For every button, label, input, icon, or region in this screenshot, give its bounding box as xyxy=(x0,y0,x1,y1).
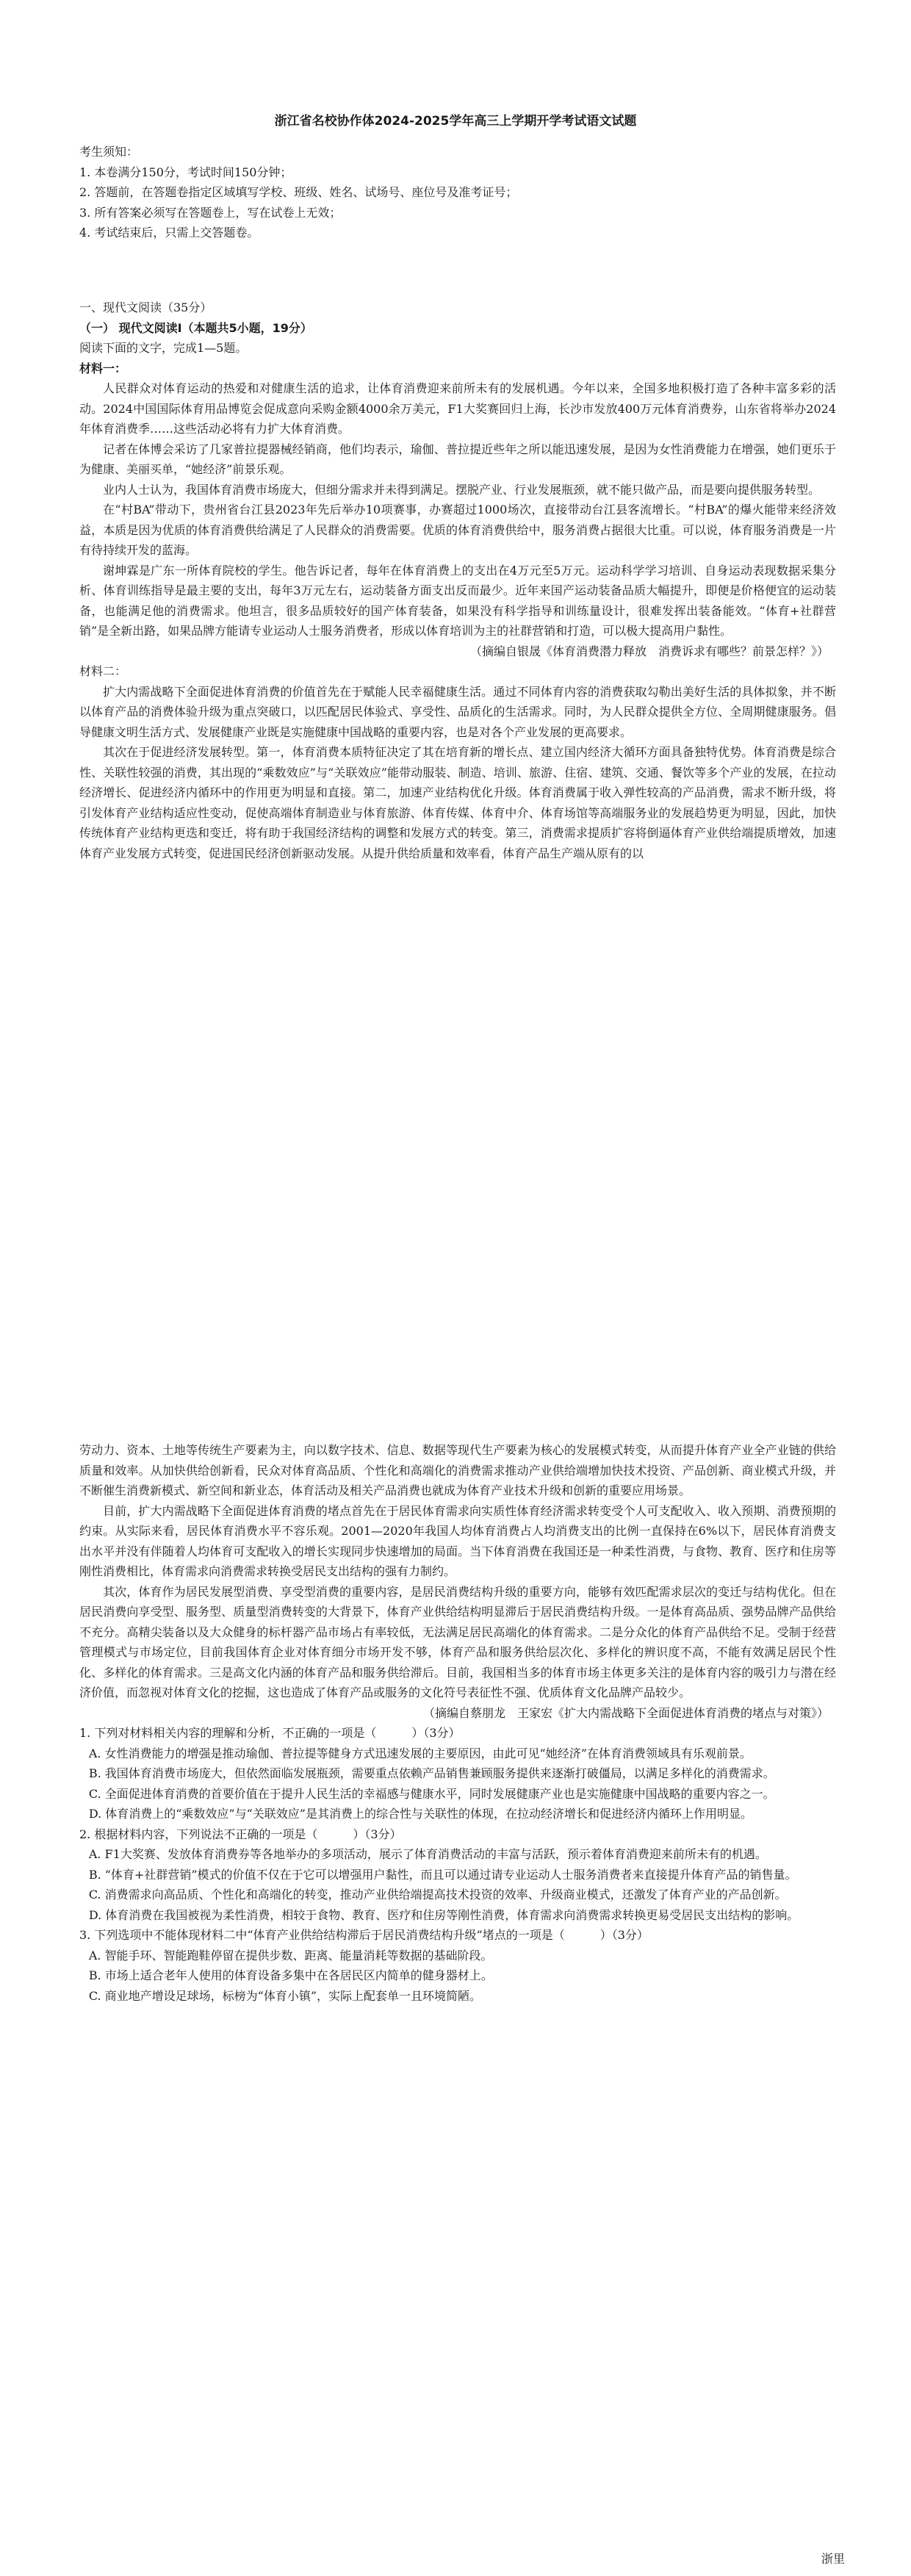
material-1-source: （摘编自银晟《体育消费潜力释放 消费诉求有哪些？前景怎样？》） xyxy=(469,644,829,658)
material-1-paragraph: 在“村BA”带动下，贵州省台江县2023年先后举办10项赛事，办赛超过1000场次，直接带动台江县客流增长。“村BA”的爆火能带来经济效益，本质是因为优质的体育消费供给满足了人民群众的消费需要。优质的体育消费供给中，服务消费占据很大比重。可以说，体育服务消费是一片有待持续开发的蓝海。 xyxy=(79,503,836,557)
question-1-option: B. 我国体育消费市场庞大，但依然面临发展瓶颈，需要重点依赖产品销售兼顾服务提供来逐渐打破僵局，以满足多样化的消费需求。 xyxy=(88,1766,775,1780)
material-1-label: 材料一： xyxy=(79,361,127,375)
material-2-paragraph: 目前，扩大内需战略下全面促进体育消费的堵点首先在于居民体育需求向实质性体育经济需求转变受个人可支配收入、收入预期、消费预期的约束。从实际来看，居民体育消费水平不容乐观。2001—2020年我国人均体育消费占人均消费支出的比例一直保持在6%以下，居民体育消费支出水平并没有伴随着人均体育可支配收入的增长实现同步快速增加的局面。当下体育消费在我国还是一种柔性消费，与食物、教育、医疗和住房等刚性消费相比，体育需求向消费需求转换受居民支出结构的强有力制约。 xyxy=(79,1503,836,1578)
question-3-stem: 3. 下列选项中不能体现材料二中“体育产业供给结构滞后于居民消费结构升级”堵点的一项是（ ）（3分） xyxy=(79,1928,649,1942)
material-2-source: （摘编自蔡朋龙 王家宏《扩大内需战略下全面促进体育消费的堵点与对策》） xyxy=(422,1705,829,1720)
subsection-heading: （一） 现代文阅读Ⅰ（本题共5小题，19分） xyxy=(79,320,312,335)
material-2-paragraph: 其次在于促进经济发展转型。第一，体育消费本质特征决定了其在培育新的增长点、建立国内经济大循环方面具备独特优势。体育消费是综合性、关联性较强的消费，其出现的“乘数效应”与“关联效应”能带动服装、制造、培训、旅游、住宿、建筑、交通、餐饮等多个产业的发展，在拉动经济增长、促进经济内循环中的作用更为明显和直接。第二，加速产业结构优化升级。体育消费属于收入弹性较高的产品消费，需求不断升级，将引发体育产业结构适应性变动，促使高端体育制造业与体育旅游、体育传媒、体育中介、体育场馆等高端服务业的发展趋势更为明显，因此，加快传统体育产业结构更迭和变迁，将有助于我国经济结构的调整和发展方式的转变。第三，消费需求提质扩容将倒逼体育产业供给端提质增效，加速体育产业发展方式转变，促进国民经济创新驱动发展。从提升供给质量和效率看，体育产品生产端从原有的以 xyxy=(79,745,836,860)
question-1-option: A. 女性消费能力的增强是推动瑜伽、普拉提等健身方式迅速发展的主要原因，由此可见“她经济”在体育消费领域具有乐观前景。 xyxy=(88,1746,752,1760)
notice-item: 2. 答题前，在答题卷指定区域填写学校、班级、姓名、试场号、座位号及准考证号； xyxy=(79,185,518,199)
question-2-stem: 2. 根据材料内容，下列说法不正确的一项是（ ）（3分） xyxy=(79,1827,402,1841)
notice-item: 1. 本卷满分150分，考试时间150分钟； xyxy=(79,165,292,179)
question-2-option: C. 消费需求向高品质、个性化和高端化的转变，推动产业供给端提高技术投资的效率、升级商业模式，还激发了体育产业的产品创新。 xyxy=(88,1888,787,1902)
material-2-paragraph: 扩大内需战略下全面促进体育消费的价值首先在于赋能人民幸福健康生活。通过不同体育内容的消费获取勾勒出美好生活的具体拟象，并不断以体育产品的消费体验升级为重点突破口，以匹配居民体验式、享受性、品质化的生活需求。同时，为人民群众提供全方位、全周期健康服务。倡导健康文明生活方式、发展健康产业既是实施健康中国战略的重要内容，也是对各个产业发展的更高要求。 xyxy=(79,684,836,739)
question-3-option: C. 商业地产增设足球场，标榜为“体育小镇”，实际上配套单一且环境简陋。 xyxy=(88,1988,482,2003)
material-1-paragraph: 人民群众对体育运动的热爱和对健康生活的追求，让体育消费迎来前所未有的发展机遇。今年以来，全国多地积极打造了各种丰富多彩的活动。2024中国国际体育用品博览会促成意向采购金额4000余万美元，F1大奖赛回归上海，长沙市发放400万元体育消费券，山东省将举办2024年体育消费季……这些活动必将有力扩大体育消费。 xyxy=(79,381,836,436)
material-2-paragraph: 劳动力、资本、土地等传统生产要素为主，向以数字技术、信息、数据等现代生产要素为核心的发展模式转变，从而提升体育产业全产业链的供给质量和效率。从加快供给创新看，民众对体育高品质、个性化和高端化的消费需求推动产业供给端增加快技术投资、产品创新、商业模式升级，并不断催生消费新模式、新空间和新业态，体育活动及相关产品消费也就成为体育产业技术升级和创新的重要应用场景。 xyxy=(79,1443,836,1497)
footer-text: 浙里 xyxy=(821,2552,845,2566)
material-1-paragraph: 记者在体博会采访了几家普拉提器械经销商，他们均表示，瑜伽、普拉提近些年之所以能迅速发展，是因为女性消费能力在增强，她们更乐于为健康、美丽买单，“她经济”前景乐观。 xyxy=(79,442,836,476)
material-1-paragraph: 谢坤霖是广东一所体育院校的学生。他告诉记者，每年在体育消费上的支出在4万元至5万元。运动科学学习培训、自身运动表现数据采集分析、体育训练指导是最主要的支出，每年3万元左右，运动装备方面支出反而最少。近年来国产运动装备品质大幅提升，即便是价格便宜的运动装备，也能满足他的消费需求。他坦言，很多品质较好的国产体育装备，如果没有科学指导和训练量设计，很难发挥出装备能效。“体育+社群营销”是全新出路，如果品牌方能请专业运动人士服务消费者，形成以体育培训为主的社群营销和打造，可以极大提高用户黏性。 xyxy=(79,563,836,638)
material-2-paragraph: 其次，体育作为居民发展型消费、享受型消费的重要内容，是居民消费结构升级的重要方向，能够有效匹配需求层次的变迁与结构优化。但在居民消费向享受型、服务型、质量型消费转变的大背景下，体育产业供给结构明显滞后于居民消费结构升级。一是体育高品质、强势品牌产品供给不充分。高精尖装备以及大众健身的标杆器产品市场占有率较低，无法满足居民高端化的体育需求。二是分众化的体育产品供给不足。受制于经营管理模式与市场定位，目前我国体育企业对体育细分市场开发不够，体育产品和服务供给层次化、多样化的辨识度不高，不能有效满足居民个性化、多样化的体育需求。三是高文化内涵的体育产品和服务供给滞后。目前，我国相当多的体育市场主体更多关注的是体育内容的吸引力与潜在经济价值，而忽视对体育文化的挖掘，这也造成了体育产品或服务的文化符号表征性不强、优质体育文化品牌产品较少。 xyxy=(79,1584,836,1699)
notice-item: 3. 所有答案必须写在答题卷上，写在试卷上无效； xyxy=(79,205,342,220)
question-2-option: D. 体育消费在我国被视为柔性消费，相较于食物、教育、医疗和住房等刚性消费，体育需求向消费需求转换更易受居民支出结构的影响。 xyxy=(88,1907,799,1922)
question-2-option: B. “体育+社群营销”模式的价值不仅在于它可以增强用户黏性，而且可以通过请专业运动人士服务消费者来直接提升体育产品的销售量。 xyxy=(88,1867,797,1882)
question-3-option: A. 智能手环、智能跑鞋停留在提供步数、距离、能量消耗等数据的基础阶段。 xyxy=(88,1948,493,1962)
material-1-paragraph: 业内人士认为，我国体育消费市场庞大，但细分需求并未得到满足。摆脱产业、行业发展瓶颈，就不能只做产品，而是要向提供服务转型。 xyxy=(103,482,821,497)
notice-block xyxy=(79,142,836,243)
question-1-stem: 1. 下列对材料相关内容的理解和分析，不正确的一项是（ ）（3分） xyxy=(79,1726,461,1740)
notice-item: 4. 考试结束后，只需上交答题卷。 xyxy=(79,226,259,240)
reading-block-1 xyxy=(79,298,836,863)
question-3-option: B. 市场上适合老年人使用的体育设备多集中在各居民区内简单的健身器材上。 xyxy=(88,1968,493,1982)
question-1-option: D. 体育消费上的“乘数效应”与“关联效应”是其消费上的综合性与关联性的体现，在拉动经济增长和促进经济内循环上作用明显。 xyxy=(88,1807,752,1821)
question-1-option: C. 全面促进体育消费的首要价值在于提升人民生活的幸福感与健康水平，同时发展健康产业也是实施健康中国战略的重要内容之一。 xyxy=(88,1786,775,1801)
material-2-label: 材料二： xyxy=(79,664,127,678)
exam-title: 浙江省名校协作体2024-2025学年高三上学期开学考试语文试题 xyxy=(274,114,637,129)
question-2-option: A. F1大奖赛、发放体育消费券等各地举办的多项活动，展示了体育消费活动的丰富与活跃，预示着体育消费迎来前所未有的机遇。 xyxy=(88,1847,767,1861)
reading-block-2 xyxy=(79,1440,836,2006)
section-heading: 一、现代文阅读（35分） xyxy=(79,301,212,314)
notice-heading: 考生须知： xyxy=(79,145,139,159)
instruction: 阅读下面的文字，完成1—5题。 xyxy=(79,341,248,355)
